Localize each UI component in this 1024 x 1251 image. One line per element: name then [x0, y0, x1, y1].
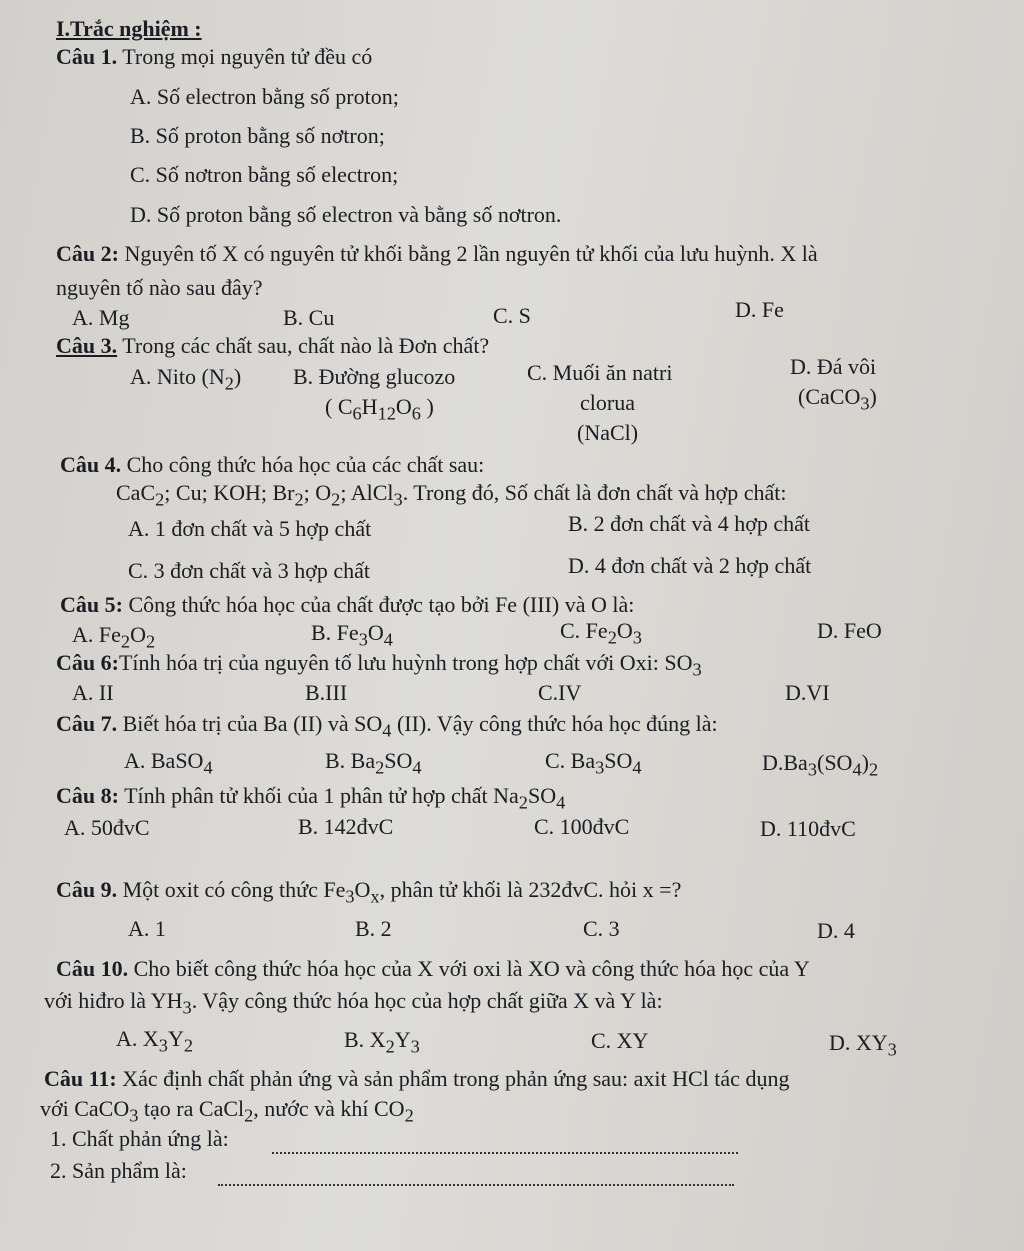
q5-option-b: B. $Fe_3O_4$ [311, 620, 393, 650]
question-1-label: Câu 1. [56, 44, 118, 69]
q1-option-a: A. Số electron bằng số proton; [130, 84, 399, 109]
q6-option-d: D.VI [785, 680, 830, 705]
q8-option-c: C. 100đvC [534, 814, 630, 839]
q10-option-c: C. XY [591, 1028, 649, 1053]
question-1-text: Trong mọi nguyên tử đều có [122, 44, 373, 69]
question-7: Câu 7. Biết hóa trị của Ba (II) và $SO_4$ (II). Vậy công thức hóa học đúng là: [56, 711, 718, 741]
question-6-label: Câu 6: [56, 650, 119, 675]
question-3-text: Trong các chất sau, chất nào là Đơn chất? [122, 333, 490, 358]
question-3 [56, 335, 489, 357]
question-11 [44, 1068, 789, 1090]
q5-option-c: C. $Fe_2O_3$ [560, 618, 642, 648]
question-11-label: Câu 11: [44, 1066, 117, 1091]
question-9: Câu 9. Một oxit có công thức $Fe_3O_x$, phân tử khối là 232đvC. hỏi x =? [56, 877, 682, 907]
section-title: I.Trắc nghiệm : [56, 16, 202, 41]
q10-option-a: A. $X_3Y_2$ [116, 1026, 194, 1056]
q2-option-d: D. Fe [735, 297, 784, 322]
q9-option-c: C. 3 [583, 916, 620, 941]
question-10-label: Câu 10. [56, 956, 129, 981]
q5-option-a: A. $Fe_2O_2$ [72, 622, 156, 652]
q9-option-a: A. 1 [128, 916, 166, 941]
question-11-text-line1: Xác định chất phản ứng và sản phẩm trong phản ứng sau: axit HCl tác dụng [122, 1066, 790, 1091]
question-7-label: Câu 7. [56, 711, 118, 736]
q11-answer-line-2[interactable] [218, 1184, 734, 1186]
q3-option-b-formula: ( $C_6H_{12}O_6$ ) [325, 394, 434, 424]
q5-option-d: D. FeO [817, 618, 882, 643]
question-4-formulas: CaC$_2$; Cu; KOH; $Br_2$; $O_2$; AlCl$_3$. Trong đó, Số chất là đơn chất và hợp chất: [116, 480, 787, 510]
q3-option-a: A. Nito $(N_2)$ [130, 364, 242, 394]
q8-option-d: D. 110đvC [760, 816, 856, 841]
q7-option-c: C. $Ba_3SO_4$ [545, 748, 642, 778]
q11-answer-line-1[interactable] [272, 1152, 738, 1154]
question-5 [60, 594, 634, 616]
question-2-text-line1: Nguyên tố X có nguyên tử khối bằng 2 lần nguyên tử khối của lưu huỳnh. X là [124, 241, 818, 266]
q8-option-a: A. 50đvC [64, 815, 150, 840]
q6-option-c: C.IV [538, 680, 582, 705]
question-6: Câu 6:Tính hóa trị của nguyên tố lưu huỳnh trong hợp chất với Oxi: $SO_3$ [56, 650, 702, 680]
question-6-text: Tính hóa trị của nguyên tố lưu huỳnh trong hợp chất với Oxi: SO [118, 650, 693, 675]
question-4 [60, 454, 484, 476]
question-9-label: Câu 9. [56, 877, 118, 902]
q4-option-c: C. 3 đơn chất và 3 hợp chất [128, 558, 370, 583]
q7-option-b: B. $Ba_2SO_4$ [325, 748, 422, 778]
question-10 [56, 958, 810, 980]
q3-option-c-line1: C. Muối ăn natri [527, 360, 673, 385]
question-5-text: Công thức hóa học của chất được tạo bởi Fe (III) và O là: [128, 592, 635, 617]
q7-option-d: $D.Ba_3(SO_4)_2$ [762, 750, 879, 780]
q3-option-c-line2: clorua [580, 390, 635, 415]
q11-item-1: 1. Chất phản ứng là: [50, 1126, 229, 1151]
q4-option-a: A. 1 đơn chất và 5 hợp chất [128, 516, 372, 541]
q7-option-a: A. BaSO$_4$ [124, 748, 213, 778]
q11-item-2: 2. Sản phẩm là: [50, 1158, 187, 1183]
question-3-label: Câu 3. [56, 333, 118, 358]
question-2 [56, 243, 818, 265]
q6-option-b: B.III [305, 680, 348, 705]
question-8: Câu 8: Tính phân tử khối của 1 phân tử hợp chất $Na_2SO_4$ [56, 783, 566, 813]
question-11-text-line2: với CaCO$_3$ tạo ra CaCl$_2$, nước và khí $CO_2$ [40, 1096, 414, 1126]
question-1 [56, 46, 372, 68]
question-2-text-line2: nguyên tố nào sau đây? [56, 275, 263, 300]
q9-option-d: D. 4 [817, 918, 855, 943]
q1-option-b: B. Số proton bằng số nơtron; [130, 123, 385, 148]
question-4-text: Cho công thức hóa học của các chất sau: [126, 452, 485, 477]
q3-option-c-line3: (NaCl) [577, 420, 639, 445]
q4-option-b: B. 2 đơn chất và 4 hợp chất [568, 511, 810, 536]
question-10-text-line1: Cho biết công thức hóa học của X với oxi là XO và công thức hóa học của Y [133, 956, 810, 981]
q3-option-b: B. Đường glucozo [293, 364, 456, 389]
question-5-label: Câu 5: [60, 592, 123, 617]
question-2-label: Câu 2: [56, 241, 119, 266]
q2-option-c: C. S [493, 303, 531, 328]
question-10-text-line2: với hiđro là $YH_3$. Vậy công thức hóa học của hợp chất giữa X và Y là: [44, 988, 663, 1018]
q1-option-d: D. Số proton bằng số electron và bằng số nơtron. [130, 202, 562, 227]
question-8-label: Câu 8: [56, 783, 119, 808]
question-4-label: Câu 4. [60, 452, 122, 477]
q2-option-a: A. Mg [72, 305, 130, 330]
q4-option-d: D. 4 đơn chất và 2 hợp chất [568, 553, 812, 578]
q6-option-a: A. II [72, 680, 114, 705]
q1-option-c: C. Số nơtron bằng số electron; [130, 162, 399, 187]
q10-option-d: D. $XY_3$ [829, 1030, 897, 1060]
q9-option-b: B. 2 [355, 916, 392, 941]
q3-option-d-formula: (CaCO$_3$) [798, 384, 877, 414]
q3-option-d-line1: D. Đá vôi [790, 354, 877, 379]
q8-option-b: B. 142đvC [298, 814, 394, 839]
q2-option-b: B. Cu [283, 305, 335, 330]
q10-option-b: B. $X_2Y_3$ [344, 1027, 420, 1057]
